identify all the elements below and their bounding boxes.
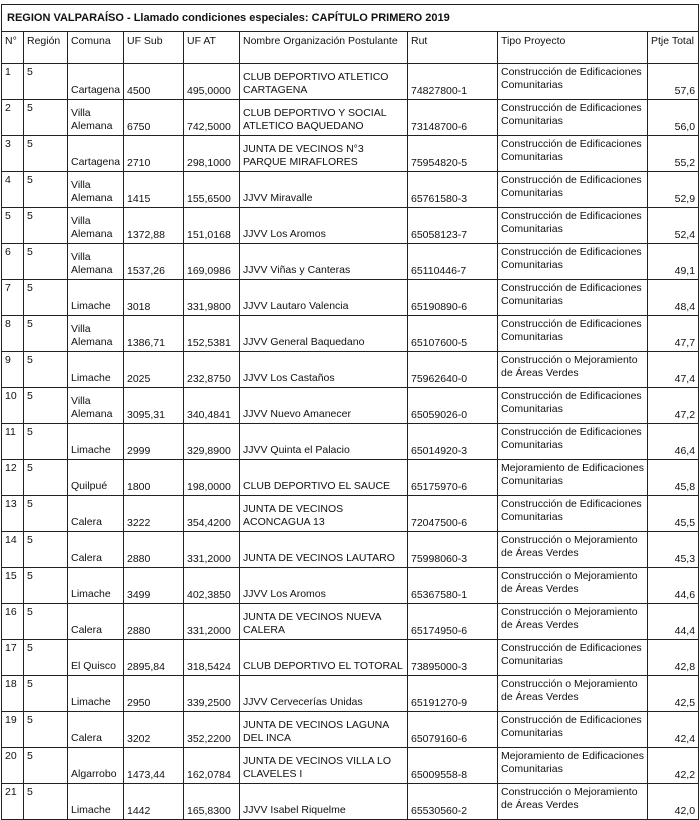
table-row bbox=[2, 496, 699, 532]
header-n: N° bbox=[2, 32, 24, 64]
cell-uf-sub: 1386,71 bbox=[124, 316, 184, 352]
cell-comuna: Limache bbox=[68, 352, 124, 388]
cell-n: 17 bbox=[2, 640, 24, 676]
cell-nombre: JJVV Quinta el Palacio bbox=[240, 424, 408, 460]
header-tipo: Tipo Proyecto bbox=[498, 32, 648, 64]
cell-nombre: JUNTA DE VECINOS NUEVA CALERA bbox=[240, 604, 408, 640]
cell-nombre: JJVV Viñas y Canteras bbox=[240, 244, 408, 280]
cell-nombre: JJVV Los Castaños bbox=[240, 352, 408, 388]
cell-tipo: Mejoramiento de Edificaciones Comunitarias bbox=[498, 460, 648, 496]
cell-nombre: JJVV Cervecerías Unidas bbox=[240, 676, 408, 712]
cell-tipo: Construcción de Edificaciones Comunitarias bbox=[498, 496, 648, 532]
cell-uf-at: 329,8900 bbox=[184, 424, 240, 460]
cell-uf-at: 352,2200 bbox=[184, 712, 240, 748]
cell-uf-at: 495,0000 bbox=[184, 64, 240, 100]
cell-uf-sub: 1537,26 bbox=[124, 244, 184, 280]
cell-comuna: Limache bbox=[68, 568, 124, 604]
table-row bbox=[2, 388, 699, 424]
cell-region: 5 bbox=[24, 532, 68, 568]
cell-comuna: Limache bbox=[68, 676, 124, 712]
cell-comuna: Cartagena bbox=[68, 136, 124, 172]
cell-comuna: Calera bbox=[68, 712, 124, 748]
cell-tipo: Construcción o Mejoramiento de Áreas Verdes bbox=[498, 604, 648, 640]
cell-rut: 72047500-6 bbox=[408, 496, 498, 532]
cell-ptje: 42,5 bbox=[648, 676, 699, 712]
cell-n: 20 bbox=[2, 748, 24, 784]
cell-nombre: CLUB DEPORTIVO ATLETICO CARTAGENA bbox=[240, 64, 408, 100]
cell-nombre: CLUB DEPORTIVO EL SAUCE bbox=[240, 460, 408, 496]
cell-tipo: Construcción de Edificaciones Comunitarias bbox=[498, 244, 648, 280]
cell-n: 4 bbox=[2, 172, 24, 208]
cell-comuna: El Quisco bbox=[68, 640, 124, 676]
cell-region: 5 bbox=[24, 208, 68, 244]
cell-rut: 65009558-8 bbox=[408, 748, 498, 784]
header-nombre: Nombre Organización Postulante bbox=[240, 32, 408, 64]
cell-uf-sub: 2880 bbox=[124, 532, 184, 568]
cell-ptje: 42,2 bbox=[648, 748, 699, 784]
table-row bbox=[2, 280, 699, 316]
cell-n: 1 bbox=[2, 64, 24, 100]
cell-region: 5 bbox=[24, 748, 68, 784]
cell-uf-at: 162,0784 bbox=[184, 748, 240, 784]
cell-ptje: 52,9 bbox=[648, 172, 699, 208]
cell-ptje: 55,2 bbox=[648, 136, 699, 172]
table-row bbox=[2, 424, 699, 460]
cell-comuna: Algarrobo bbox=[68, 748, 124, 784]
cell-nombre: JUNTA DE VECINOS ACONCAGUA 13 bbox=[240, 496, 408, 532]
cell-rut: 65530560-2 bbox=[408, 784, 498, 820]
cell-tipo: Construcción de Edificaciones Comunitarias bbox=[498, 316, 648, 352]
cell-region: 5 bbox=[24, 316, 68, 352]
cell-uf-sub: 2880 bbox=[124, 604, 184, 640]
cell-uf-at: 165,8300 bbox=[184, 784, 240, 820]
cell-uf-at: 318,5424 bbox=[184, 640, 240, 676]
table-row bbox=[2, 244, 699, 280]
cell-uf-at: 198,0000 bbox=[184, 460, 240, 496]
cell-n: 3 bbox=[2, 136, 24, 172]
cell-rut: 75962640-0 bbox=[408, 352, 498, 388]
cell-uf-at: 331,9800 bbox=[184, 280, 240, 316]
cell-region: 5 bbox=[24, 424, 68, 460]
cell-ptje: 57,6 bbox=[648, 64, 699, 100]
table-row bbox=[2, 568, 699, 604]
cell-ptje: 52,4 bbox=[648, 208, 699, 244]
cell-ptje: 45,5 bbox=[648, 496, 699, 532]
cell-nombre: JUNTA DE VECINOS N°3 PARQUE MIRAFLORES bbox=[240, 136, 408, 172]
cell-ptje: 46,4 bbox=[648, 424, 699, 460]
cell-region: 5 bbox=[24, 604, 68, 640]
table-row bbox=[2, 100, 699, 136]
cell-ptje: 47,7 bbox=[648, 316, 699, 352]
cell-comuna: Calera bbox=[68, 532, 124, 568]
cell-region: 5 bbox=[24, 460, 68, 496]
cell-uf-sub: 1473,44 bbox=[124, 748, 184, 784]
cell-n: 19 bbox=[2, 712, 24, 748]
cell-nombre: JJVV Los Aromos bbox=[240, 208, 408, 244]
projects-table bbox=[1, 4, 699, 820]
cell-n: 21 bbox=[2, 784, 24, 820]
cell-n: 15 bbox=[2, 568, 24, 604]
cell-region: 5 bbox=[24, 136, 68, 172]
table-row bbox=[2, 604, 699, 640]
cell-uf-sub: 2999 bbox=[124, 424, 184, 460]
cell-region: 5 bbox=[24, 388, 68, 424]
cell-uf-at: 742,5000 bbox=[184, 100, 240, 136]
cell-nombre: JUNTA DE VECINOS VILLA LO CLAVELES I bbox=[240, 748, 408, 784]
header-region: Región bbox=[24, 32, 68, 64]
header-uf-at: UF AT bbox=[184, 32, 240, 64]
cell-nombre: JJVV Los Aromos bbox=[240, 568, 408, 604]
cell-nombre: JUNTA DE VECINOS LAUTARO bbox=[240, 532, 408, 568]
cell-uf-at: 169,0986 bbox=[184, 244, 240, 280]
cell-tipo: Construcción de Edificaciones Comunitarias bbox=[498, 280, 648, 316]
cell-nombre: JJVV Nuevo Amanecer bbox=[240, 388, 408, 424]
cell-tipo: Construcción o Mejoramiento de Áreas Verdes bbox=[498, 784, 648, 820]
cell-tipo: Construcción o Mejoramiento de Áreas Verdes bbox=[498, 352, 648, 388]
cell-tipo: Construcción de Edificaciones Comunitarias bbox=[498, 64, 648, 100]
cell-rut: 65107600-5 bbox=[408, 316, 498, 352]
cell-tipo: Construcción de Edificaciones Comunitarias bbox=[498, 424, 648, 460]
cell-ptje: 47,4 bbox=[648, 352, 699, 388]
cell-comuna: Limache bbox=[68, 784, 124, 820]
cell-uf-at: 152,5381 bbox=[184, 316, 240, 352]
cell-uf-sub: 2950 bbox=[124, 676, 184, 712]
cell-n: 2 bbox=[2, 100, 24, 136]
cell-ptje: 42,4 bbox=[648, 712, 699, 748]
cell-comuna: Villa Alemana bbox=[68, 208, 124, 244]
cell-uf-at: 402,3850 bbox=[184, 568, 240, 604]
cell-n: 9 bbox=[2, 352, 24, 388]
table-row bbox=[2, 352, 699, 388]
cell-tipo: Construcción de Edificaciones Comunitarias bbox=[498, 712, 648, 748]
cell-nombre: JJVV Miravalle bbox=[240, 172, 408, 208]
cell-ptje: 42,0 bbox=[648, 784, 699, 820]
cell-region: 5 bbox=[24, 712, 68, 748]
cell-comuna: Limache bbox=[68, 424, 124, 460]
cell-uf-sub: 2710 bbox=[124, 136, 184, 172]
cell-tipo: Construcción o Mejoramiento de Áreas Verdes bbox=[498, 676, 648, 712]
cell-uf-sub: 3202 bbox=[124, 712, 184, 748]
cell-comuna: Villa Alemana bbox=[68, 388, 124, 424]
cell-region: 5 bbox=[24, 64, 68, 100]
table-row bbox=[2, 460, 699, 496]
cell-rut: 73148700-6 bbox=[408, 100, 498, 136]
cell-tipo: Construcción de Edificaciones Comunitarias bbox=[498, 388, 648, 424]
cell-ptje: 48,4 bbox=[648, 280, 699, 316]
cell-n: 7 bbox=[2, 280, 24, 316]
cell-rut: 65058123-7 bbox=[408, 208, 498, 244]
cell-uf-sub: 1415 bbox=[124, 172, 184, 208]
cell-nombre: CLUB DEPORTIVO EL TOTORAL bbox=[240, 640, 408, 676]
cell-nombre: JJVV Lautaro Valencia bbox=[240, 280, 408, 316]
cell-comuna: Limache bbox=[68, 280, 124, 316]
cell-rut: 65014920-3 bbox=[408, 424, 498, 460]
cell-n: 8 bbox=[2, 316, 24, 352]
cell-n: 11 bbox=[2, 424, 24, 460]
cell-n: 12 bbox=[2, 460, 24, 496]
cell-nombre: JUNTA DE VECINOS LAGUNA DEL INCA bbox=[240, 712, 408, 748]
cell-rut: 65367580-1 bbox=[408, 568, 498, 604]
cell-region: 5 bbox=[24, 640, 68, 676]
cell-ptje: 56,0 bbox=[648, 100, 699, 136]
cell-uf-at: 298,1000 bbox=[184, 136, 240, 172]
cell-tipo: Construcción o Mejoramiento de Áreas Verdes bbox=[498, 568, 648, 604]
table-row bbox=[2, 784, 699, 820]
cell-comuna: Villa Alemana bbox=[68, 244, 124, 280]
cell-uf-sub: 1442 bbox=[124, 784, 184, 820]
cell-uf-sub: 2895,84 bbox=[124, 640, 184, 676]
cell-rut: 73895000-3 bbox=[408, 640, 498, 676]
cell-region: 5 bbox=[24, 784, 68, 820]
cell-nombre: JJVV Isabel Riquelme bbox=[240, 784, 408, 820]
cell-comuna: Calera bbox=[68, 604, 124, 640]
table-row bbox=[2, 136, 699, 172]
cell-rut: 65761580-3 bbox=[408, 172, 498, 208]
cell-rut: 65110446-7 bbox=[408, 244, 498, 280]
cell-uf-at: 339,2500 bbox=[184, 676, 240, 712]
table-row bbox=[2, 208, 699, 244]
cell-ptje: 44,4 bbox=[648, 604, 699, 640]
cell-tipo: Mejoramiento de Edificaciones Comunitarias bbox=[498, 748, 648, 784]
cell-comuna: Quilpué bbox=[68, 460, 124, 496]
cell-comuna: Villa Alemana bbox=[68, 172, 124, 208]
table-row bbox=[2, 748, 699, 784]
cell-uf-sub: 3095,31 bbox=[124, 388, 184, 424]
cell-rut: 65174950-6 bbox=[408, 604, 498, 640]
cell-tipo: Construcción de Edificaciones Comunitarias bbox=[498, 640, 648, 676]
cell-uf-sub: 3018 bbox=[124, 280, 184, 316]
cell-ptje: 45,8 bbox=[648, 460, 699, 496]
cell-rut: 65191270-9 bbox=[408, 676, 498, 712]
cell-comuna: Villa Alemana bbox=[68, 316, 124, 352]
cell-region: 5 bbox=[24, 244, 68, 280]
cell-tipo: Construcción o Mejoramiento de Áreas Verdes bbox=[498, 532, 648, 568]
cell-n: 5 bbox=[2, 208, 24, 244]
cell-ptje: 44,6 bbox=[648, 568, 699, 604]
cell-uf-at: 354,4200 bbox=[184, 496, 240, 532]
header-ptje: Ptje Total bbox=[648, 32, 699, 64]
header-comuna: Comuna bbox=[68, 32, 124, 64]
cell-tipo: Construcción de Edificaciones Comunitarias bbox=[498, 208, 648, 244]
cell-region: 5 bbox=[24, 280, 68, 316]
cell-region: 5 bbox=[24, 352, 68, 388]
cell-rut: 65079160-6 bbox=[408, 712, 498, 748]
cell-uf-at: 331,2000 bbox=[184, 604, 240, 640]
cell-rut: 65190890-6 bbox=[408, 280, 498, 316]
cell-uf-at: 232,8750 bbox=[184, 352, 240, 388]
cell-n: 16 bbox=[2, 604, 24, 640]
cell-tipo: Construcción de Edificaciones Comunitarias bbox=[498, 136, 648, 172]
cell-uf-sub: 3222 bbox=[124, 496, 184, 532]
table-row bbox=[2, 676, 699, 712]
cell-uf-sub: 3499 bbox=[124, 568, 184, 604]
table-row bbox=[2, 640, 699, 676]
cell-n: 14 bbox=[2, 532, 24, 568]
cell-tipo: Construcción de Edificaciones Comunitarias bbox=[498, 100, 648, 136]
cell-comuna: Cartagena bbox=[68, 64, 124, 100]
cell-rut: 65175970-6 bbox=[408, 460, 498, 496]
cell-uf-sub: 2025 bbox=[124, 352, 184, 388]
cell-region: 5 bbox=[24, 676, 68, 712]
cell-region: 5 bbox=[24, 100, 68, 136]
cell-nombre: JJVV General Baquedano bbox=[240, 316, 408, 352]
cell-uf-at: 151,0168 bbox=[184, 208, 240, 244]
cell-ptje: 49,1 bbox=[648, 244, 699, 280]
cell-rut: 74827800-1 bbox=[408, 64, 498, 100]
cell-tipo: Construcción de Edificaciones Comunitarias bbox=[498, 172, 648, 208]
header-uf-sub: UF Sub bbox=[124, 32, 184, 64]
cell-region: 5 bbox=[24, 568, 68, 604]
cell-comuna: Villa Alemana bbox=[68, 100, 124, 136]
cell-uf-sub: 1800 bbox=[124, 460, 184, 496]
cell-uf-sub: 4500 bbox=[124, 64, 184, 100]
cell-comuna: Calera bbox=[68, 496, 124, 532]
cell-uf-at: 340,4841 bbox=[184, 388, 240, 424]
cell-uf-at: 155,6500 bbox=[184, 172, 240, 208]
table-row bbox=[2, 172, 699, 208]
table-row bbox=[2, 712, 699, 748]
cell-ptje: 45,3 bbox=[648, 532, 699, 568]
cell-nombre: CLUB DEPORTIVO Y SOCIAL ATLETICO BAQUEDANO bbox=[240, 100, 408, 136]
cell-rut: 75998060-3 bbox=[408, 532, 498, 568]
table-row bbox=[2, 316, 699, 352]
cell-n: 6 bbox=[2, 244, 24, 280]
cell-n: 18 bbox=[2, 676, 24, 712]
header-rut: Rut bbox=[408, 32, 498, 64]
table-body bbox=[2, 64, 699, 820]
table-row bbox=[2, 532, 699, 568]
cell-uf-at: 331,2000 bbox=[184, 532, 240, 568]
cell-n: 10 bbox=[2, 388, 24, 424]
cell-uf-sub: 1372,88 bbox=[124, 208, 184, 244]
cell-ptje: 42,8 bbox=[648, 640, 699, 676]
cell-rut: 65059026-0 bbox=[408, 388, 498, 424]
table-row bbox=[2, 64, 699, 100]
cell-region: 5 bbox=[24, 172, 68, 208]
cell-uf-sub: 6750 bbox=[124, 100, 184, 136]
cell-region: 5 bbox=[24, 496, 68, 532]
cell-ptje: 47,2 bbox=[648, 388, 699, 424]
cell-n: 13 bbox=[2, 496, 24, 532]
cell-rut: 75954820-5 bbox=[408, 136, 498, 172]
document-title: REGION VALPARAÍSO - Llamado condiciones especiales: CAPÍTULO PRIMERO 2019 bbox=[2, 5, 699, 32]
